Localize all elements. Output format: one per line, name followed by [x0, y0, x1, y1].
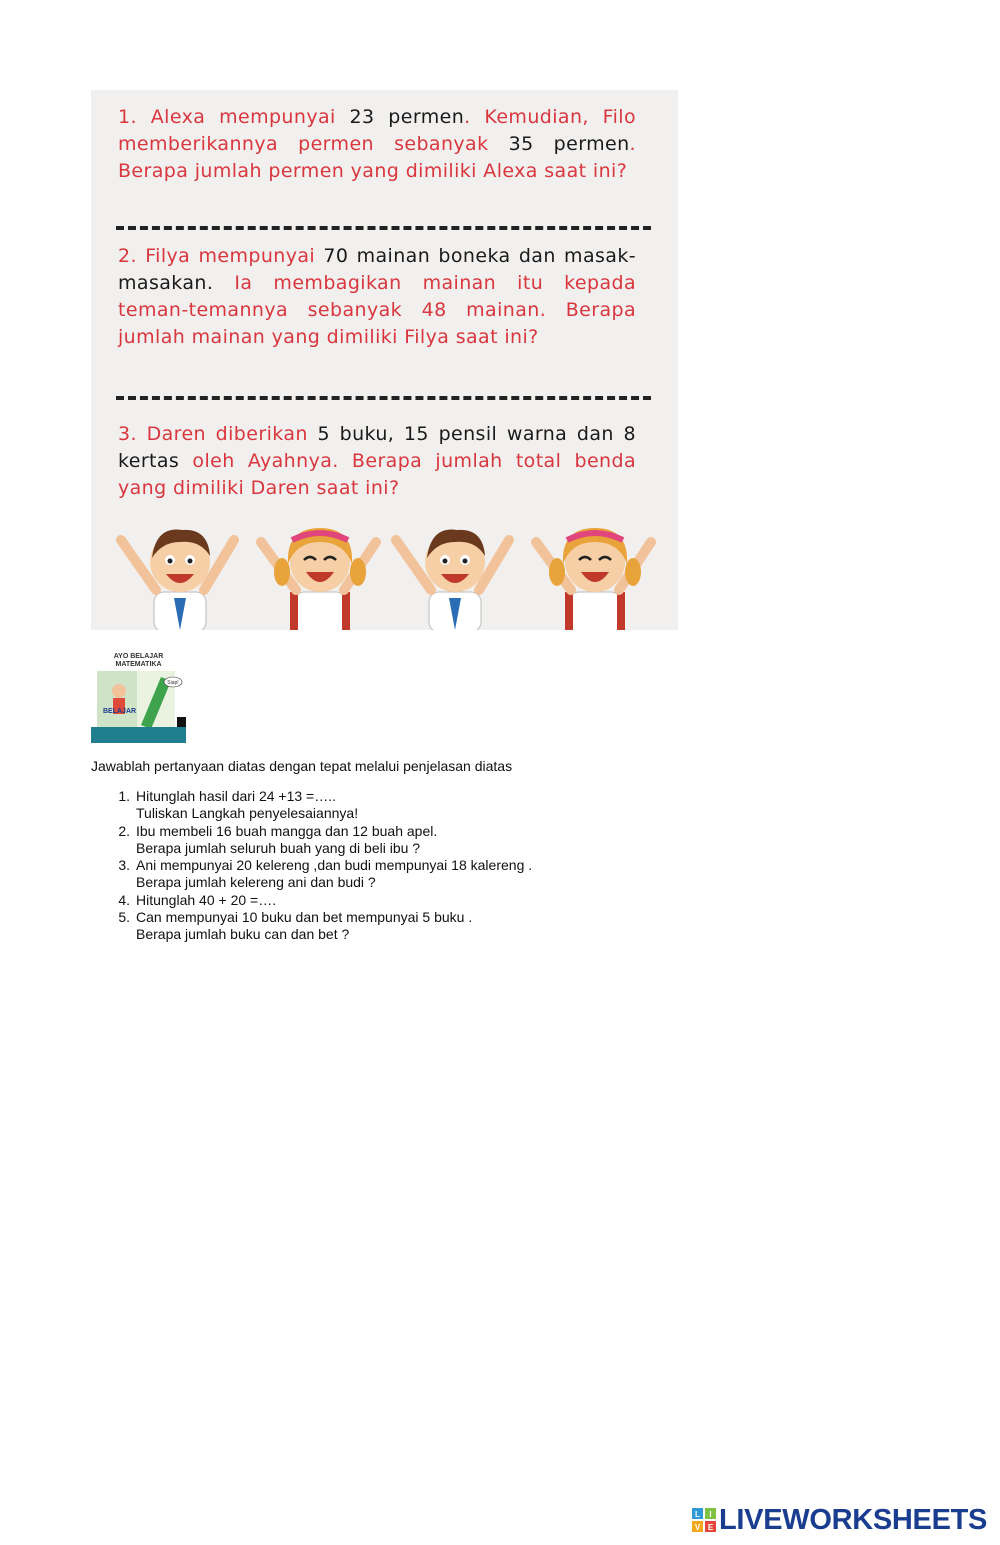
- cover-badge: Siap!: [167, 680, 179, 686]
- question-line: Can mempunyai 10 buku dan bet mempunyai 5 buku .: [136, 909, 473, 926]
- problem-1-key: 23 permen: [349, 106, 465, 128]
- boy-figure: [396, 530, 509, 630]
- problem-2: [118, 243, 636, 351]
- kids-illustration: [91, 520, 678, 630]
- problem-1-text: . Kemudian, Filo memberikannya permen sebanyak: [118, 106, 636, 155]
- girl-figure: [261, 528, 376, 630]
- girl-figure: [536, 528, 651, 630]
- logo-mark-letter: I: [709, 1510, 712, 1519]
- question-line: Hitunglah 40 + 20 =….: [136, 891, 277, 908]
- logo-mark-letter: E: [707, 1523, 714, 1532]
- question-item: [100, 857, 532, 892]
- question-item: [100, 823, 532, 858]
- problem-1-text: 1. Alexa mempunyai: [118, 106, 350, 128]
- question-number: 2.: [118, 822, 130, 839]
- problem-3-text: oleh Ayahnya. Berapa jumlah total benda yang dimiliki Daren saat ini?: [118, 450, 636, 499]
- cover-label: BELAJAR: [103, 708, 137, 715]
- problem-3: [118, 421, 636, 502]
- problem-1-key: 35 permen: [508, 133, 630, 155]
- problem-2-text: Ia membagikan mainan itu kepada teman-temannya sebanyak 48 mainan. Berapa jumlah mainan yang dimiliki Filya saat ini?: [118, 272, 636, 348]
- question-line: Tuliskan Langkah penyelesaiannya!: [136, 805, 359, 822]
- problem-1: [118, 104, 636, 185]
- problem-3-key: 5 buku, 15 pensil warna dan 8 kertas: [118, 423, 637, 472]
- problem-3-text: 3. Daren diberikan: [118, 423, 318, 445]
- boy-figure: [121, 530, 234, 630]
- dashed-divider: [116, 396, 651, 400]
- liveworksheets-logo: [692, 1505, 987, 1535]
- problem-2-text: 2. Filya mempunyai: [118, 245, 324, 267]
- question-line: Berapa jumlah buku can dan bet ?: [136, 926, 350, 943]
- cover-illustration: [91, 669, 186, 743]
- question-item: [100, 892, 532, 909]
- logo-mark-icon: [692, 1508, 716, 1532]
- logo-mark-letter: V: [694, 1523, 701, 1532]
- question-number: 5.: [118, 909, 130, 926]
- cover-title: [91, 653, 186, 669]
- book-cover-image: [91, 653, 186, 743]
- cover-title-line: MATEMATIKA: [115, 661, 162, 668]
- dashed-divider: [116, 226, 651, 230]
- cover-title-line: AYO BELAJAR: [113, 653, 164, 660]
- problem-2-key: 70 mainan boneka dan masak-masakan.: [118, 245, 636, 294]
- question-item: [100, 788, 532, 823]
- question-line: Berapa jumlah kelereng ani dan budi ?: [136, 874, 376, 891]
- question-line: Berapa jumlah seluruh buah yang di beli ibu ?: [136, 839, 421, 856]
- question-line: Hitunglah hasil dari 24 +13 =…..: [136, 788, 337, 804]
- question-number: 1.: [118, 788, 130, 804]
- question-line: Ani mempunyai 20 kelereng ,dan budi mempunyai 18 kalereng .: [136, 857, 533, 874]
- logo-text: LIVEWORKSHEETS: [719, 1503, 988, 1536]
- question-line: Ibu membeli 16 buah mangga dan 12 buah apel.: [136, 822, 438, 839]
- problem-1-text: . Berapa jumlah permen yang dimiliki Alexa saat ini?: [118, 133, 636, 182]
- question-list: [100, 788, 532, 944]
- question-item: [100, 909, 532, 944]
- question-number: 4.: [118, 891, 130, 908]
- instructions-text: Jawablah pertanyaan diatas dengan tepat melalui penjelasan diatas: [91, 758, 513, 774]
- problem-image: [91, 90, 678, 630]
- question-number: 3.: [118, 857, 130, 874]
- logo-mark-letter: L: [695, 1510, 700, 1519]
